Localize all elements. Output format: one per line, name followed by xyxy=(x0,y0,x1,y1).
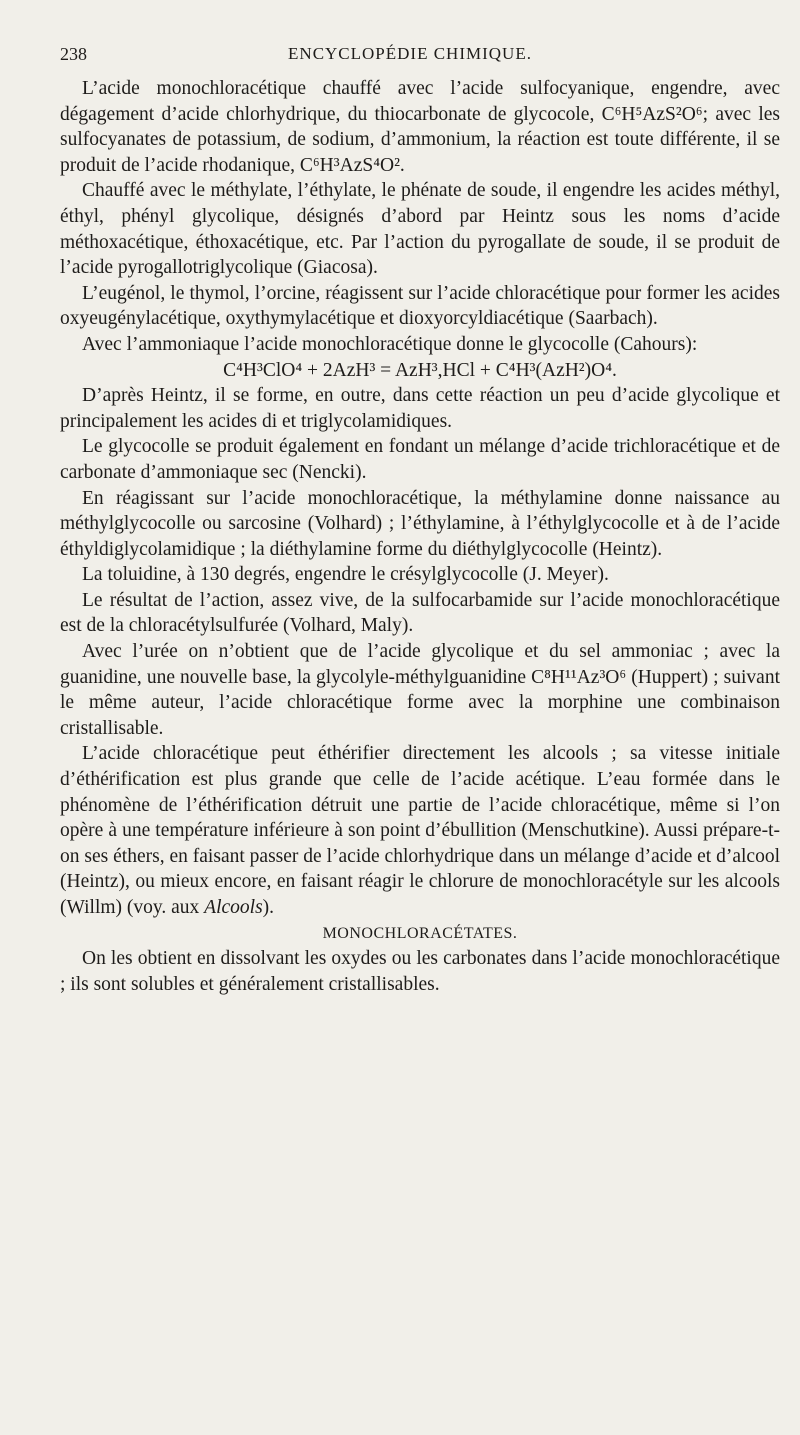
page-header xyxy=(60,44,760,68)
paragraph: Avec l’urée on n’obtient que de l’acide glycolique et du sel ammoniac ; avec la guanidine, une nouvelle base, la glycolyle-méthylguanidine C⁸H¹¹Az³O⁶ (Huppert) ; suivant le même auteur, l’acide chloracétique forme avec la morphine une combinaison cristallisable. xyxy=(60,641,780,739)
paragraph: Le résultat de l’action, assez vive, de la sulfocarbamide sur l’acide monochloracétique est de la chloracétylsulfurée (Volhard, Maly). xyxy=(60,589,780,637)
paragraph: On les obtient en dissolvant les oxydes ou les carbonates dans l’acide monochloracétique ; ils sont solubles et généralement cristallisables. xyxy=(60,948,780,995)
page-number: 238 xyxy=(60,44,87,64)
paragraph: Le glycocolle se produit également en fondant un mélange d’acide trichloracétique et de carbonate d’ammoniaque sec (Nencki). xyxy=(60,436,780,483)
running-title: ENCYCLOPÉDIE CHIMIQUE. xyxy=(288,44,532,63)
paragraph: En réagissant sur l’acide monochloracétique, la méthylamine donne naissance au méthylglycocolle ou sarcosine (Volhard) ; l’éthylamine, à l’éthylglycocolle et à de l’acide éthyldiglycolamidique ; la diéthylamine forme du diéthylglycocolle (Heintz). xyxy=(60,487,780,560)
italic-reference: Alcools xyxy=(204,897,263,918)
paragraph xyxy=(60,741,780,920)
paragraph: D’après Heintz, il se forme, en outre, dans cette réaction un peu d’acide glycolique et principalement les acides di et triglycolamidiques. xyxy=(60,385,780,432)
paragraph: Chauffé avec le méthylate, l’éthylate, le phénate de soude, il engendre les acides méthyl, éthyl, phényl glycolique, désignés d’abord par Heintz sous les noms d’acide méthoxacétique, éthoxacétique, etc. Par l’action du pyrogallate de soude, il se produit de l’acide pyrogallotriglycolique (Giacosa). xyxy=(60,180,780,279)
paragraph: L’eugénol, le thymol, l’orcine, réagissent sur l’acide chloracétique pour former les acides oxyeugénylacétique, oxythymylacétique et dioxyorcyldiacétique (Saarbach). xyxy=(60,282,780,330)
paragraph: La toluidine, à 130 degrés, engendre le crésylglycocolle (J. Meyer). xyxy=(82,564,609,586)
section-title: MONOCHLORACÉTATES. xyxy=(322,924,518,942)
paragraph: L’acide monochloracétique chauffé avec l’acide sulfocyanique, engendre, avec dégagement d’acide chlorhydrique, du thiocarbonate de glycocole, C⁶H⁵AzS²O⁶; avec les sulfocyanates de potassium, de sodium, d’ammonium, la réaction est toute différente, il se produit de l’acide rhodanique, C⁶H³AzS⁴O². xyxy=(60,78,780,176)
closing-punctuation: ). xyxy=(262,897,275,918)
paragraph-text: L’acide chloracétique peut éthérifier directement les alcools ; sa vitesse initiale d’éthérification est plus grande que celle de l’acide acétique. L’eau formée dans le phénomène de l’éthérification détruit une partie de l’acide chloracétique, même si l’on opère à une température inférieure à son point d’ébullition (Menschutkine). Aussi prépare-t-on ses éthers, en faisant passer de l’acide chlorhydrique dans un mélange d’acide et d’alcool (Heintz), ou mieux encore, en faisant réagir le chlorure de monochloracétyle sur les alcools (Willm) (voy. aux xyxy=(60,743,780,918)
chemical-equation: C⁴H³ClO⁴ + 2AzH³ = AzH³,HCl + C⁴H³(AzH²)O⁴. xyxy=(223,359,617,381)
paragraph: Avec l’ammoniaque l’acide monochloracétique donne le glycocolle (Cahours): xyxy=(82,333,698,355)
page-body xyxy=(60,76,780,997)
